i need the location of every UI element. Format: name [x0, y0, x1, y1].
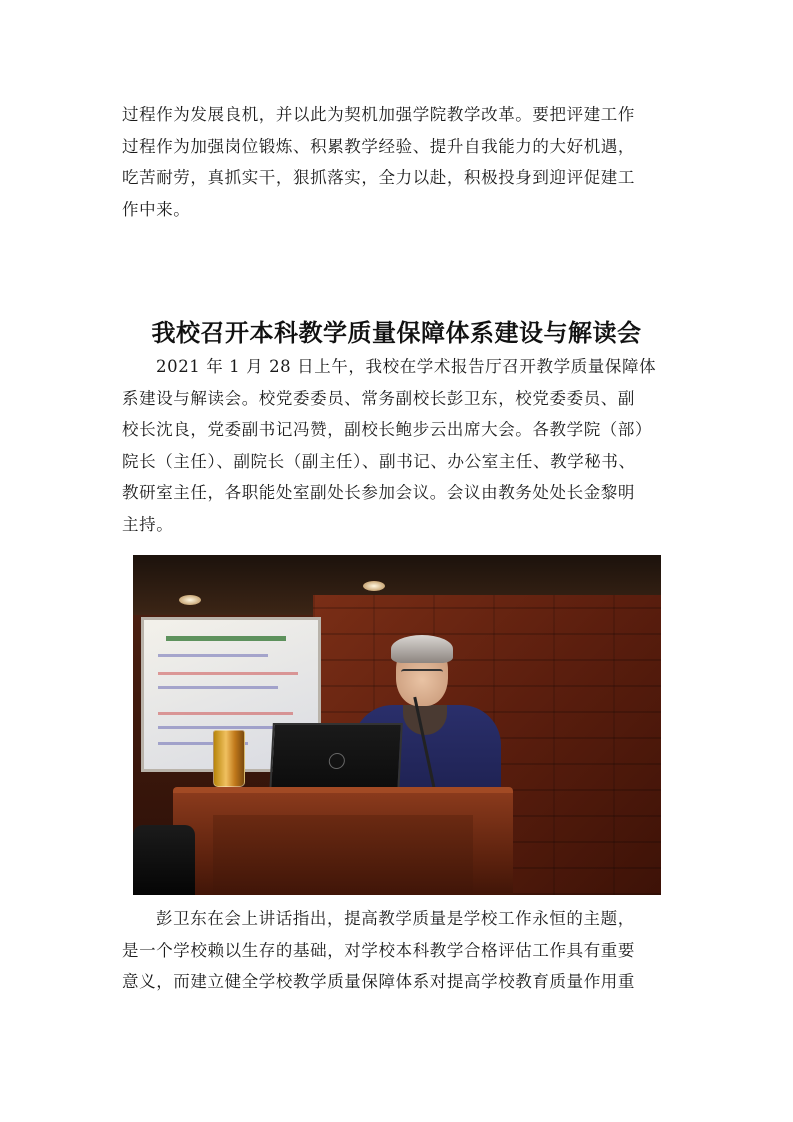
- paragraph-line: 彭卫东在会上讲话指出，提高教学质量是学校工作永恒的主题，: [156, 909, 635, 928]
- paragraph-bottom: [122, 903, 674, 998]
- screen-text-mark: [158, 654, 268, 657]
- screen-text-mark: [158, 672, 298, 675]
- paragraph-line: 是一个学校赖以生存的基础，对学校本科教学合格评估工作具有重要: [122, 940, 635, 960]
- speaker-glasses: [401, 669, 443, 679]
- screen-heading-mark: [166, 636, 286, 641]
- paragraph-line: 主持。: [122, 514, 174, 534]
- paragraph-line: 校长沈良，党委副书记冯赞，副校长鲍步云出席大会。各教学院（部）: [122, 420, 653, 439]
- screen-text-mark: [158, 726, 283, 729]
- paragraph-line: 意义，而建立健全学校教学质量保障体系对提高学校教育质量作用重: [122, 972, 635, 991]
- article-title: 我校召开本科教学质量保障体系建设与解读会: [151, 319, 642, 347]
- meeting-photo: [133, 555, 661, 895]
- laptop-logo-icon: [328, 753, 345, 769]
- ceiling-light: [179, 595, 201, 605]
- podium-front: [213, 815, 473, 895]
- paragraph-intro: [122, 351, 674, 540]
- paragraph-top: [122, 99, 674, 225]
- paragraph-line: 作中来。: [122, 199, 191, 219]
- laptop: [269, 723, 403, 793]
- paragraph-line: 教研室主任，各职能处室副处长参加会议。会议由教务处处长金黎明: [122, 483, 635, 502]
- ceiling-light: [363, 581, 385, 591]
- paragraph-line: 院长（主任）、副院长（副主任）、副书记、办公室主任、教学秘书、: [122, 451, 636, 471]
- chair: [133, 825, 195, 895]
- paragraph-line: 2021 年 1 月 28 日上午，我校在学术报告厅召开教学质量保障体: [156, 357, 657, 376]
- screen-text-mark: [158, 686, 278, 689]
- paragraph-line: 系建设与解读会。校党委委员、常务副校长彭卫东，校党委委员、副: [122, 388, 635, 408]
- screen-text-mark: [158, 712, 293, 715]
- speaker-hair: [391, 635, 453, 663]
- paragraph-line: 吃苦耐劳，真抓实干，狠抓落实，全力以赴，积极投身到迎评促建工: [122, 168, 635, 187]
- tea-cup: [213, 730, 245, 787]
- paragraph-line: 过程作为发展良机，并以此为契机加强学院教学改革。要把评建工作: [122, 105, 635, 124]
- paragraph-line: 过程作为加强岗位锻炼、积累教学经验、提升自我能力的大好机遇，: [122, 136, 635, 156]
